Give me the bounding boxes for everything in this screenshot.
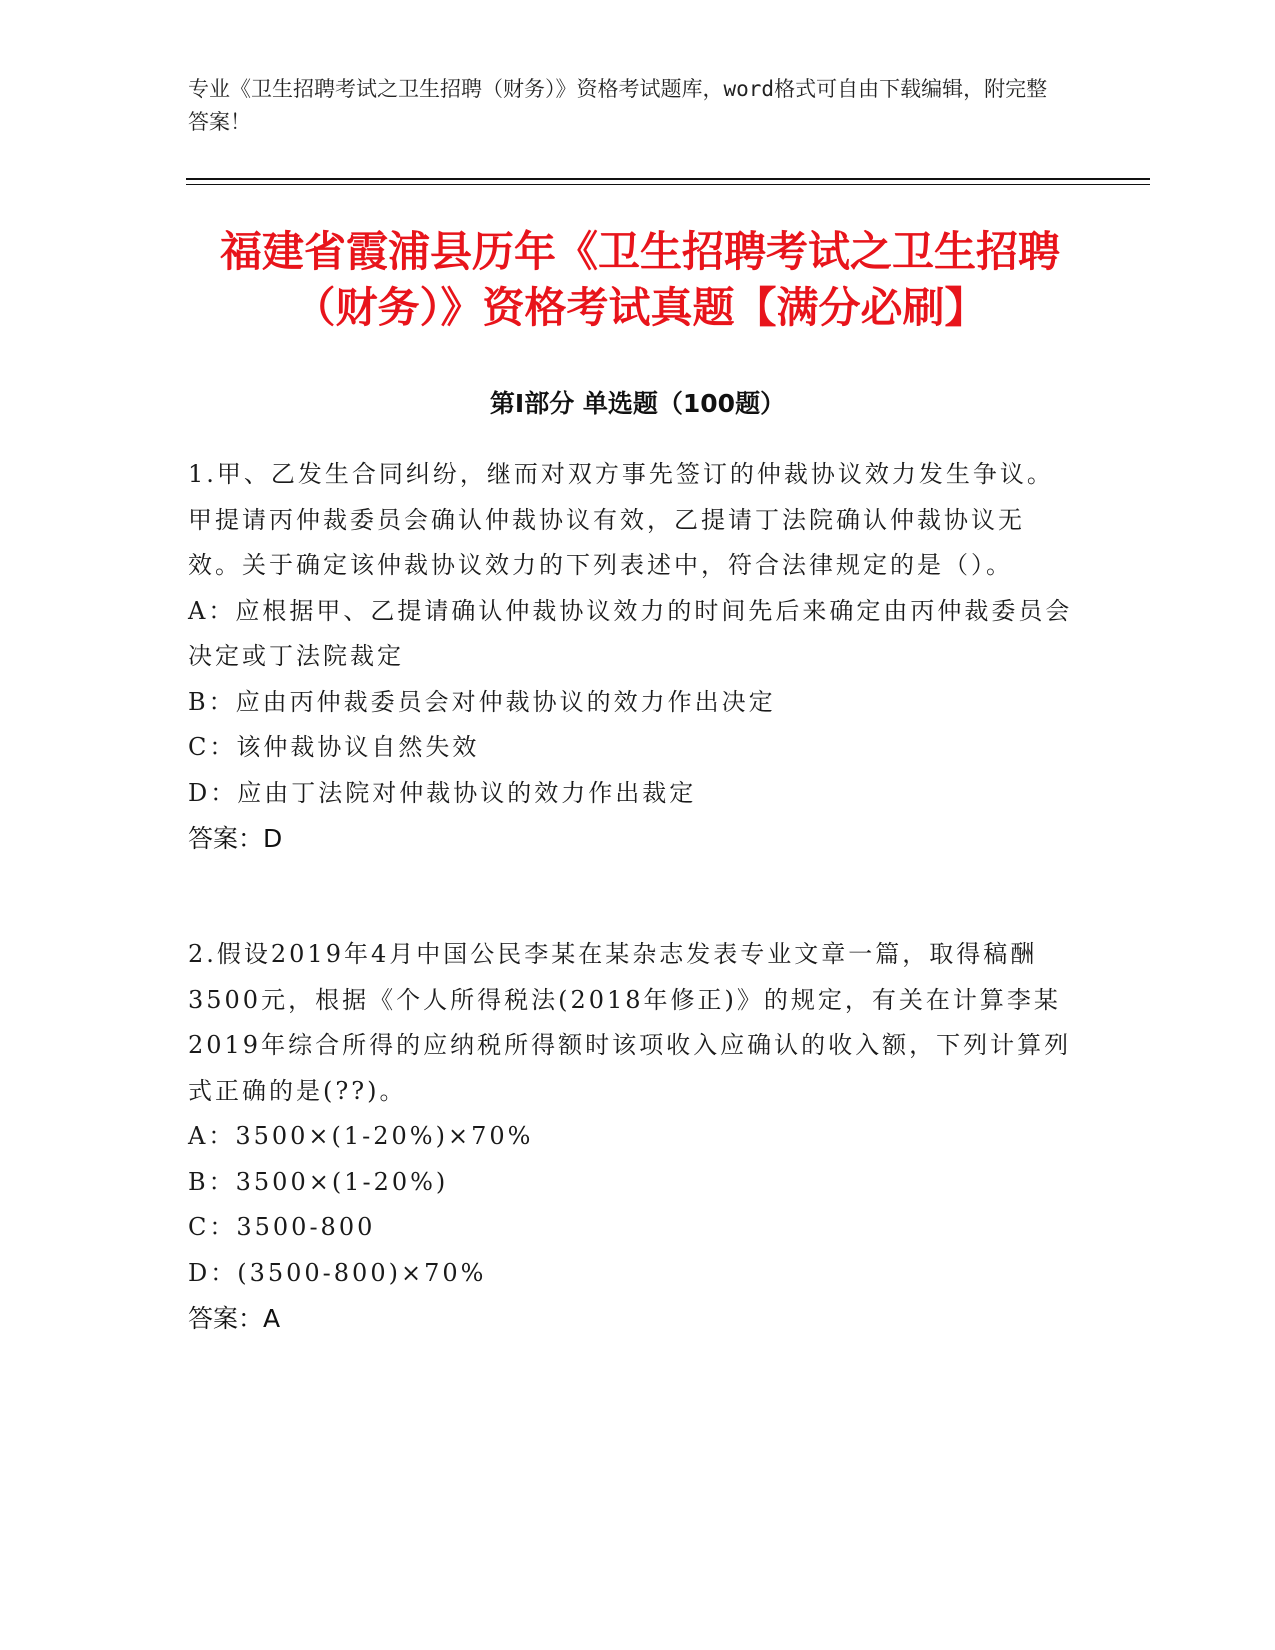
option-a: A：应根据甲、乙提请确认仲裁协议效力的时间先后来确定由丙仲裁委员会决定或丁法院裁定 [188, 596, 1073, 670]
answer-line: 答案：D [188, 824, 283, 853]
question-stem: 1.甲、乙发生合同纠纷，继而对双方事先签订的仲裁协议效力发生争议。甲提请丙仲裁委员会确认仲裁协议有效，乙提请丁法院确认仲裁协议无效。关于确定该仲裁协议效力的下列表述中，符合法律规定的是（）。 [188, 460, 1054, 579]
option-c: C：该仲裁协议自然失效 [188, 733, 480, 761]
header-divider-thin [186, 184, 1150, 185]
option-a: A：3500×(1-20%)×70% [188, 1122, 534, 1150]
question-stem: 2.假设2019年4月中国公民李某在某杂志发表专业文章一篇，取得稿酬3500元，根据《个人所得税法(2018年修正)》的规定，有关在计算李某2019年综合所得的应纳税所得额时该项收入应确认的收入额，下列计算列式正确的是(??)。 [188, 940, 1072, 1105]
option-d: D：应由丁法院对仲裁协议的效力作出裁定 [188, 778, 697, 807]
header-note: 专业《卫生招聘考试之卫生招聘（财务）》资格考试题库，word格式可自由下载编辑，附完整答案！ [188, 77, 1048, 134]
answer-line: 答案：A [188, 1304, 281, 1333]
document-title: 福建省霞浦县历年《卫生招聘考试之卫生招聘（财务）》资格考试真题【满分必刷】 [219, 227, 1060, 332]
option-b: B：应由丙仲裁委员会对仲裁协议的效力作出决定 [188, 687, 776, 716]
option-b: B：3500×(1-20%) [188, 1167, 449, 1196]
section-title: 第Ⅰ部分 单选题（100题） [489, 389, 786, 418]
header-divider-thick [186, 178, 1150, 180]
question-2 [188, 932, 1078, 1341]
option-c: C：3500-800 [188, 1213, 376, 1241]
question-1 [188, 452, 1078, 861]
option-d: D：(3500-800)×70% [188, 1258, 487, 1287]
